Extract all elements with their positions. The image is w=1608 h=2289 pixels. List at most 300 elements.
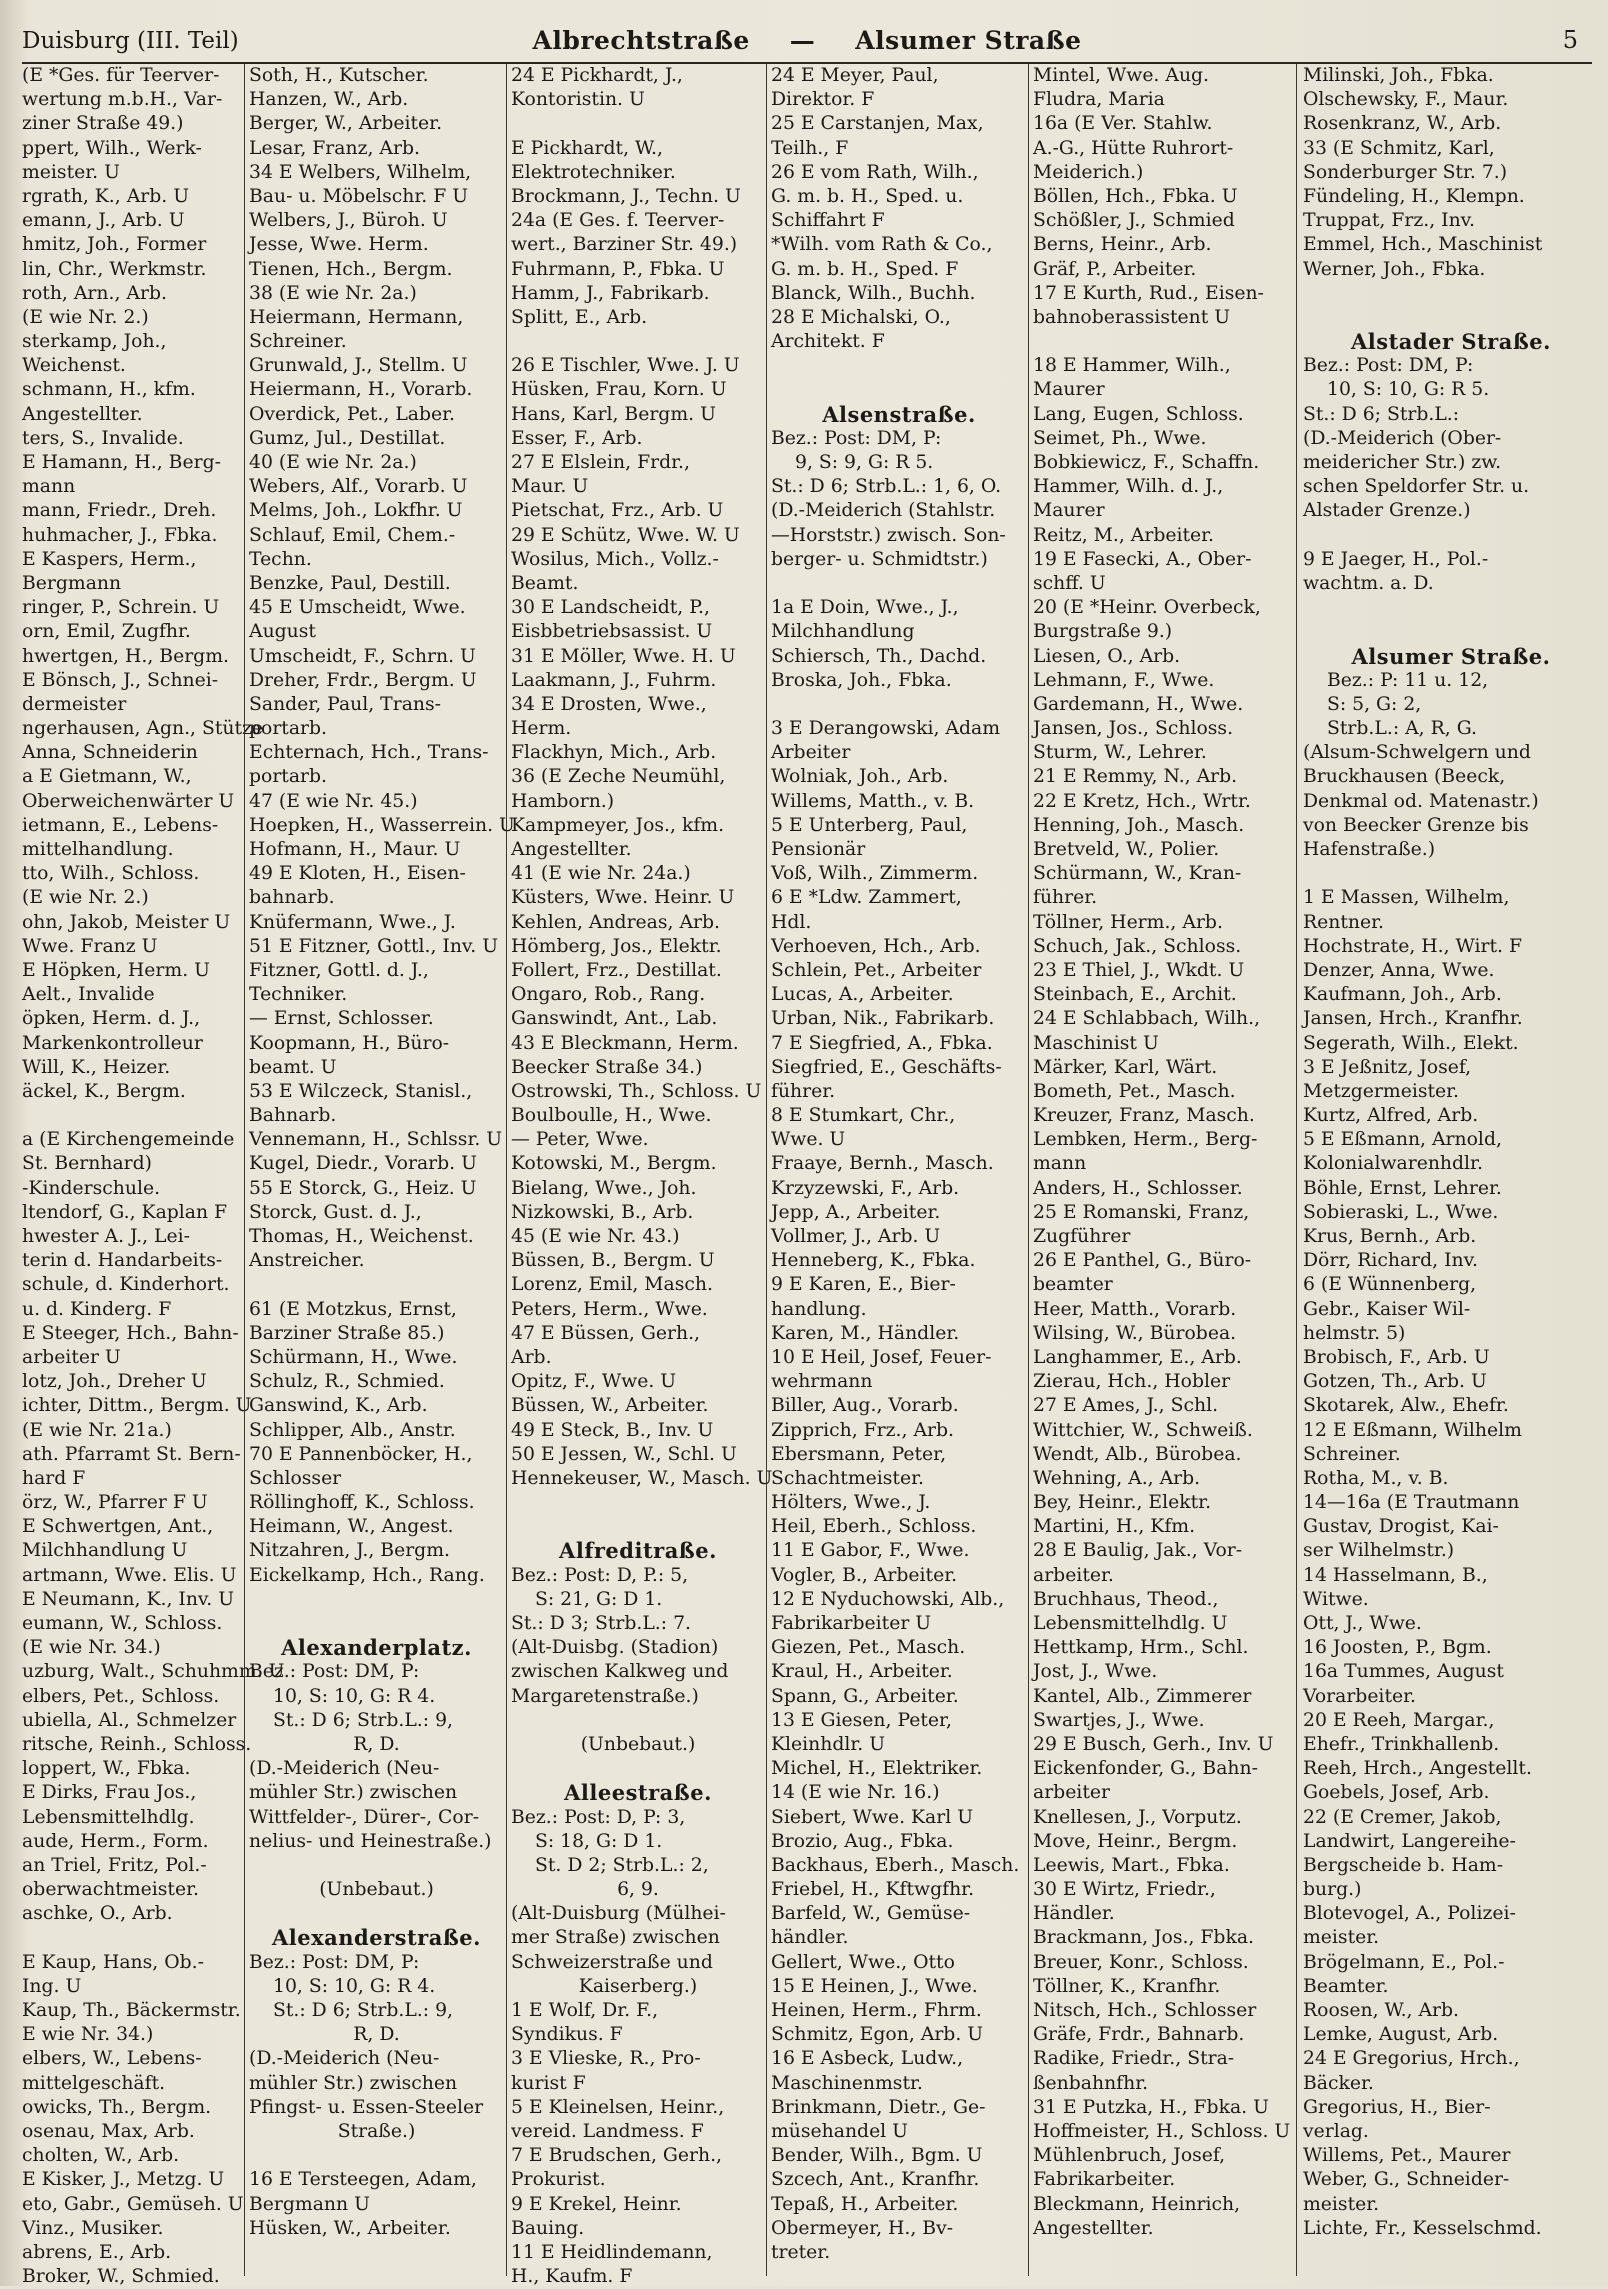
entry-line: Schürmann, H., Wwe.: [249, 1346, 458, 1368]
entry-line: abrens, E., Arb.: [22, 2241, 172, 2263]
entry-line: Schachtmeister.: [771, 1467, 924, 1489]
entry-line: Schiffahrt F: [771, 210, 885, 232]
entry-line: E wie Nr. 34.): [22, 2024, 154, 2046]
entry-line: Fitzner, Gottl. d. J.,: [249, 959, 429, 981]
entry-line: mühler Str.) zwischen: [249, 2072, 458, 2094]
entry-line: Töllner, K., Kranfhr.: [1033, 1975, 1221, 1997]
entry-line: Schlauf, Emil, Chem.-: [249, 524, 456, 546]
entry-line: Webers, Alf., Vorarb. U: [249, 476, 468, 498]
entry-line: Friebel, H., Kftwgfhr.: [771, 1879, 975, 1901]
entry-line: Segerath, Wilh., Elekt.: [1303, 1032, 1519, 1054]
entry-line: ath. Pfarramt St. Bern-: [22, 1443, 241, 1465]
entry-line: Bez.: Post: D, P: 3,: [511, 1806, 686, 1828]
entry-line: 7 E Brudschen, Gerh.,: [511, 2145, 723, 2167]
entry-line: ichter, Dittm., Bergm. U: [22, 1395, 252, 1417]
entry-line: 3 E Derangowski, Adam: [771, 718, 1001, 740]
entry-line: Siegfried, E., Geschäfts-: [771, 1056, 1002, 1078]
entry-line: Schiersch, Th., Dachd.: [771, 645, 987, 667]
entry-line: 29 E Busch, Gerh., Inv. U: [1033, 1733, 1274, 1755]
entry-line: Fraaye, Bernh., Masch.: [771, 1153, 994, 1175]
entry-line: u. d. Kinderg. F: [22, 1298, 172, 1320]
entry-line: hwester A. J., Lei-: [22, 1226, 190, 1247]
entry-line: Direktor. F: [771, 89, 875, 111]
entry-line: 50 E Jessen, W., Schl. U: [511, 1443, 737, 1465]
entry-line: Reitz, M., Arbeiter.: [1033, 524, 1215, 546]
entry-line: Wittfelder-, Dürer-, Cor-: [249, 1806, 480, 1828]
entry-line: Zugführer: [1033, 1226, 1131, 1247]
entry-line: Swartjes, J., Wwe.: [1033, 1709, 1205, 1731]
entry-line: Kantel, Alb., Zimmerer: [1033, 1685, 1252, 1707]
entry-line: artmann, Wwe. Elis. U: [22, 1564, 237, 1586]
entry-line: Bez.: P: 11 u. 12,: [1327, 669, 1489, 691]
entry-line: Wehning, A., Arb.: [1033, 1467, 1201, 1489]
entry-line: Kugel, Diedr., Vorarb. U: [249, 1153, 477, 1175]
entry-line: Werner, Joh., Fbka.: [1303, 258, 1486, 280]
entry-line: 55 E Storck, G., Heiz. U: [249, 1177, 477, 1199]
entry-line: Sturm, W., Lehrer.: [1033, 742, 1207, 764]
entry-line: Vollmer, J., Arb. U: [771, 1226, 941, 1247]
entry-line: 34 E Welbers, Wilhelm,: [249, 161, 472, 183]
entry-line: Kraul, H., Arbeiter.: [771, 1661, 953, 1683]
entry-line: Anstreicher.: [249, 1250, 365, 1272]
entry-line: E Kaup, Hans, Ob.-: [22, 1951, 204, 1973]
entry-line: Storck, Gust. d. J.,: [249, 1201, 422, 1223]
entry-line: rgrath, K., Arb. U: [22, 185, 190, 207]
entry-line: ppert, Wilh., Werk-: [22, 137, 202, 159]
entry-line: 49 E Kloten, H., Eisen-: [249, 863, 466, 885]
entry-line: Lemke, August, Arb.: [1303, 2024, 1499, 2046]
entry-line: Giezen, Pet., Masch.: [771, 1637, 966, 1659]
entry-line: helmstr. 5): [1303, 1322, 1406, 1344]
entry-line: Denzer, Anna, Wwe.: [1303, 959, 1495, 981]
entry-line: Goebels, Josef, Arb.: [1303, 1782, 1490, 1804]
entry-line: E Steeger, Hch., Bahn-: [22, 1322, 239, 1344]
entry-line: Rotha, M., v. B.: [1303, 1467, 1449, 1489]
entry-line: Maurer: [1033, 500, 1105, 522]
entry-line: Gustav, Drogist, Kai-: [1303, 1516, 1499, 1538]
entry-line: Töllner, Herm., Arb.: [1033, 911, 1223, 933]
entry-line: Wendt, Alb., Bürobea.: [1033, 1443, 1242, 1465]
entry-line: [22, 1926, 240, 1950]
entry-line: Peters, Herm., Wwe.: [511, 1298, 708, 1320]
entry-line: Karen, M., Händler.: [771, 1322, 960, 1344]
entry-line: Schlipper, Alb., Anstr.: [249, 1419, 456, 1441]
entry-line: Laakmann, J., Fuhrm.: [511, 669, 717, 691]
entry-line: Beecker Straße 34.): [511, 1056, 703, 1078]
entry-line: bahnoberassistent U: [1033, 306, 1231, 328]
entry-line: Szcech, Ant., Kranfhr.: [771, 2169, 980, 2191]
entry-line: ters, S., Invalide.: [22, 427, 184, 449]
entry-line: Maschinist U: [1033, 1032, 1159, 1054]
entry-line: arbeiter.: [1033, 1564, 1114, 1586]
entry-line: — Ernst, Schlosser.: [249, 1008, 434, 1030]
entry-line: Sobieraski, L., Wwe.: [1303, 1201, 1499, 1223]
entry-line: E Schwertgen, Ant.,: [22, 1516, 214, 1538]
entry-line: Hans, Karl, Bergm. U: [511, 403, 716, 425]
entry-line: Jansen, Jos., Schloss.: [1033, 718, 1234, 740]
entry-line: 7 E Siegfried, A., Fbka.: [771, 1032, 993, 1054]
entry-line: hard F: [22, 1467, 86, 1489]
entry-line: Eickenfonder, G., Bahn-: [1033, 1758, 1258, 1780]
entry-line: [511, 1709, 765, 1733]
entry-line: Hoepken, H., Wasserrein. U: [249, 814, 515, 836]
entry-line: meister.: [1303, 2193, 1380, 2215]
entry-line: (Alsum-Schwelgern und: [1303, 742, 1531, 764]
column-3: [506, 64, 773, 2288]
entry-line: 45 E Umscheidt, Wwe.: [249, 597, 466, 619]
entry-line: St.: D 6; Strb.L.:: [1303, 403, 1460, 425]
entry-line: wertung m.b.H., Var-: [22, 89, 223, 111]
entry-line: 11 E Gabor, F., Wwe.: [771, 1540, 970, 1562]
entry-line: öpken, Herm. d. J.,: [22, 1008, 201, 1030]
entry-line: von Beecker Grenze bis: [1303, 814, 1529, 836]
entry-line: wachtm. a. D.: [1303, 572, 1434, 594]
entry-line: 10, S: 10, G: R 4.: [273, 1975, 436, 1997]
street-heading: Alleestraße.: [564, 1780, 712, 1806]
entry-line: Bau- u. Möbelschr. F U: [249, 185, 469, 207]
entry-line: Hochstrate, H., Wirt. F: [1303, 935, 1523, 957]
entry-line: oberwachtmeister.: [22, 1879, 199, 1901]
entry-line: 45 (E wie Nr. 43.): [511, 1226, 680, 1247]
entry-line: Leewis, Mart., Fbka.: [1033, 1854, 1230, 1876]
entry-line: [511, 1757, 765, 1781]
entry-line: 10, S: 10, G: R 4.: [273, 1685, 436, 1707]
entry-line: Kaufmann, Joh., Arb.: [1303, 984, 1502, 1006]
entry-line: Bez.: Post: DM, P:: [249, 1661, 420, 1683]
entry-line: Büssen, B., Bergm. U: [511, 1250, 715, 1272]
entry-line: 25 E Romanski, Franz,: [1033, 1201, 1250, 1223]
entry-line: emann, J., Arb. U: [22, 210, 185, 232]
entry-line: Hamborn.): [511, 790, 615, 812]
entry-line: Hüsken, Frau, Korn. U: [511, 379, 727, 401]
entry-line: 16a (E Ver. Stahlw.: [1033, 113, 1213, 135]
entry-line: Pensionär: [771, 839, 866, 860]
entry-line: Vogler, B., Arbeiter.: [771, 1564, 958, 1586]
entry-line: 22 E Kretz, Hch., Wrtr.: [1033, 790, 1251, 812]
entry-line: Eickelkamp, Hch., Rang.: [249, 1564, 485, 1586]
entry-line: Bey, Heinr., Elektr.: [1033, 1492, 1212, 1514]
entry-line: Milchhandlung: [771, 621, 915, 643]
entry-line: [249, 1273, 504, 1297]
entry-line: elbers, Pet., Schloss.: [22, 1685, 220, 1707]
entry-line: Esser, F., Arb.: [511, 427, 643, 449]
entry-line: Bleckmann, Heinrich,: [1033, 2193, 1241, 2215]
entry-line: Boulboulle, H., Wwe.: [511, 1105, 712, 1127]
entry-line: St. Bernhard): [22, 1153, 152, 1175]
entry-line: Obermeyer, H., Bv-: [771, 2217, 954, 2239]
entry-line: Skotarek, Alw., Ehefr.: [1303, 1395, 1509, 1417]
entry-line: Hölters, Wwe., J.: [771, 1492, 931, 1514]
entry-line: 10 E Heil, Josef, Feuer-: [771, 1346, 992, 1368]
entry-line: (E wie Nr. 34.): [22, 1637, 161, 1659]
entry-line: aude, Herm., Form.: [22, 1830, 209, 1852]
entry-line: (E *Ges. für Teerver-: [22, 65, 220, 86]
entry-line: 27 E Elslein, Frdr.,: [511, 452, 690, 473]
entry-line: händler.: [771, 1927, 849, 1949]
entry-line: Tienen, Hch., Bergm.: [249, 258, 453, 280]
entry-line: elbers, W., Lebens-: [22, 2048, 202, 2070]
header-first-street: Albrechtstraße: [532, 26, 750, 55]
entry-line: Bahnarb.: [249, 1105, 337, 1127]
entry-line: Hanzen, W., Arb.: [249, 89, 409, 111]
entry-line: 1 E Wolf, Dr. F.,: [511, 2000, 659, 2021]
entry-line: Gumz, Jul., Destillat.: [249, 427, 446, 449]
entry-line: Hamm, J., Fabrikarb.: [511, 282, 710, 304]
entry-line: Jepp, A., Arbeiter.: [771, 1201, 941, 1223]
entry-line: Wosilus, Mich., Vollz.-: [511, 548, 719, 570]
entry-line: Weichenst.: [22, 355, 126, 377]
entry-line: nelius- und Heinestraße.): [249, 1830, 492, 1852]
entry-line: lotz, Joh., Dreher U: [22, 1371, 207, 1393]
entry-line: Gebr., Kaiser Wil-: [1303, 1298, 1471, 1320]
entry-line: berger- u. Schmidtstr.): [771, 548, 988, 570]
entry-line: Siebert, Wwe. Karl U: [771, 1806, 974, 1828]
entry-line: St.: D 6; Strb.L.: 1, 6, O.: [771, 476, 1002, 498]
entry-line: 34 E Drosten, Wwe.,: [511, 693, 707, 715]
entry-line: huhmacher, J., Fbka.: [22, 524, 218, 546]
entry-line: 5 E Unterberg, Paul,: [771, 814, 968, 836]
entry-line: Heinen, Herm., Fhrm.: [771, 2000, 982, 2021]
entry-line: a (E Kirchengemeinde: [22, 1129, 235, 1151]
entry-line: Angestellter.: [511, 839, 632, 860]
entry-line: Aelt., Invalide: [22, 984, 155, 1006]
entry-line: arbeiter: [1033, 1782, 1110, 1804]
entry-line: (D.-Meiderich (Ober-: [1303, 427, 1502, 449]
entry-line: 15 E Heinen, J., Wwe.: [771, 1975, 978, 1997]
entry-line: Bometh, Pet., Masch.: [1033, 1080, 1236, 1102]
entry-line: an Triel, Fritz, Pol.-: [22, 1854, 207, 1876]
entry-line: Strb.L.: A, R, G.: [1327, 718, 1478, 740]
entry-line: Reeh, Hrch., Angestellt.: [1303, 1758, 1532, 1780]
entry-line: Fuhrmann, P., Fbka. U: [511, 258, 725, 280]
entry-line: [771, 572, 1027, 596]
entry-line: 5 E Kleinelsen, Heinr.,: [511, 2096, 725, 2118]
entry-line: Kolonialwarenhdlr.: [1303, 1153, 1483, 1175]
entry-line: Brögelmann, E., Pol.-: [1303, 1951, 1505, 1973]
entry-line: osenau, Max, Arb.: [22, 2120, 195, 2142]
entry-line: Brinkmann, Dietr., Ge-: [771, 2096, 986, 2118]
entry-line: schmann, H., kfm.: [22, 379, 196, 401]
entry-line: Olschewsky, F., Maur.: [1303, 89, 1509, 111]
entry-line: Willems, Matth., v. B.: [771, 790, 975, 812]
entry-line: 41 (E wie Nr. 24a.): [511, 863, 691, 885]
entry-line: Alstader Grenze.): [1303, 500, 1471, 522]
entry-line: Hammer, Wilh. d. J.,: [1033, 476, 1224, 498]
entry-line: ngerhausen, Agn., Stütze: [22, 718, 264, 740]
entry-line: Bez.: Post: D, P.: 5,: [511, 1564, 689, 1586]
entry-line: Sander, Paul, Trans-: [249, 693, 441, 715]
entry-line: St.: D 6; Strb.L.: 9,: [273, 2000, 453, 2021]
entry-line: August: [249, 621, 316, 643]
entry-line: Fludra, Maria: [1033, 89, 1165, 111]
entry-line: Gardemann, H., Wwe.: [1033, 693, 1244, 715]
entry-line: 16 Joosten, P., Bgm.: [1303, 1637, 1492, 1659]
entry-line: ohn, Jakob, Meister U: [22, 911, 231, 933]
column-6: [1296, 64, 1599, 2276]
entry-line: Tepaß, H., Arbeiter.: [771, 2193, 959, 2215]
entry-line: beamter: [1033, 1274, 1113, 1296]
entry-line: Brockmann, J., Techn. U: [511, 185, 741, 207]
entry-line: 3 E Jeßnitz, Josef,: [1303, 1056, 1472, 1078]
entry-line: Kleinhdlr. U: [771, 1733, 886, 1755]
entry-line: 14 (E wie Nr. 16.): [771, 1782, 940, 1804]
entry-line: 23 E Thiel, J., Wkdt. U: [1033, 959, 1245, 981]
entry-line: Zierau, Hch., Hobler: [1033, 1371, 1231, 1393]
entry-line: Lebensmittelhdlg. U: [1033, 1613, 1228, 1634]
entry-line: führer.: [771, 1080, 836, 1102]
entry-line: Bez.: Post: DM, P:: [1303, 355, 1474, 377]
entry-line: Welbers, J., Büroh. U: [249, 210, 448, 232]
entry-line: Gräf, P., Arbeiter.: [1033, 258, 1197, 280]
header-city: Duisburg (III. Teil): [22, 28, 239, 54]
entry-line: Bruckhausen (Beeck,: [1303, 766, 1506, 788]
entry-line: schff. U: [1033, 572, 1106, 594]
entry-line: Jesse, Wwe. Herm.: [249, 234, 429, 256]
entry-line: Teilh., F: [771, 137, 849, 159]
entry-line: Will, K., Heizer.: [22, 1056, 171, 1078]
entry-line: 40 (E wie Nr. 2a.): [249, 452, 417, 473]
entry-line: Pietschat, Frz., Arb. U: [511, 500, 724, 522]
entry-line: Denkmal od. Matenastr.): [1303, 790, 1539, 812]
entry-line: [511, 330, 765, 354]
entry-line: schule, d. Kinderhort.: [22, 1274, 230, 1296]
entry-line: mann: [22, 476, 76, 498]
entry-line: 53 E Wilczeck, Stanisl.,: [249, 1080, 473, 1102]
entry-line: 8 E Stumkart, Chr.,: [771, 1105, 956, 1127]
entry-line: Burgstraße 9.): [1033, 621, 1173, 643]
entry-line: Barfeld, W., Gemüse-: [771, 1903, 971, 1925]
entry-line: wehrmann: [771, 1371, 873, 1393]
entry-line: 30 E Landscheidt, P.,: [511, 597, 710, 619]
entry-line: G. m. b. H., Sped. u.: [771, 185, 964, 207]
entry-line: Knellesen, J., Vorputz.: [1033, 1806, 1242, 1828]
entry-line: Arbeiter: [771, 742, 851, 764]
entry-line: Schweizerstraße und: [511, 1951, 713, 1973]
entry-line: Schreiner.: [1303, 1443, 1401, 1465]
entry-line: portarb.: [249, 718, 328, 740]
entry-line: Bez.: Post: DM, P:: [771, 427, 942, 449]
entry-line: [1033, 330, 1295, 354]
entry-line: 28 E Michalski, O.,: [771, 306, 951, 328]
entry-line: Grunwald, J., Stellm. U: [249, 355, 468, 377]
entry-line: St.: D 6; Strb.L.: 9,: [273, 1709, 453, 1731]
entry-line: Straße.): [337, 2120, 416, 2142]
entry-line: hwertgen, H., Bergm.: [22, 645, 229, 667]
entry-line: Bergmann: [22, 572, 122, 594]
entry-line: portarb.: [249, 766, 328, 788]
entry-line: 16 E Tersteegen, Adam,: [249, 2169, 477, 2191]
entry-line: 10, S: 10, G: R 5.: [1327, 379, 1490, 401]
entry-line: 70 E Pannenböcker, H.,: [249, 1443, 473, 1465]
entry-line: aschke, O., Arb.: [22, 1903, 173, 1925]
entry-line: 24 E Meyer, Paul,: [771, 65, 939, 86]
entry-line: mann, Friedr., Dreh.: [22, 500, 217, 522]
entry-line: Roosen, W., Arb.: [1303, 2000, 1460, 2021]
entry-line: Radike, Friedr., Stra-: [1033, 2048, 1235, 2070]
entry-line: E Neumann, K., Inv. U: [22, 1588, 235, 1610]
entry-line: 12 E Eßmann, Wilhelm: [1303, 1419, 1522, 1441]
entry-line: (Alt-Duisburg (Mülhei-: [511, 1903, 726, 1925]
entry-line: 16 E Asbeck, Ludw.,: [771, 2048, 964, 2070]
entry-line: sterkamp, Joh.,: [22, 331, 167, 353]
entry-line: Anna, Schneiderin: [22, 742, 198, 764]
entry-line: [1303, 862, 1599, 886]
entry-line: Milchhandlung U: [22, 1540, 188, 1562]
entry-line: Schuch, Jak., Schloss.: [1033, 935, 1242, 957]
entry-line: Breuer, Konr., Schloss.: [1033, 1951, 1249, 1973]
entry-line: owicks, Th., Bergm.: [22, 2096, 212, 2118]
entry-line: terin d. Handarbeits-: [22, 1250, 223, 1272]
entry-line: [511, 1491, 765, 1515]
entry-line: Heiermann, Hermann,: [249, 306, 464, 328]
entry-line: handlung.: [771, 1298, 867, 1320]
entry-line: St. D 2; Strb.L.: 2,: [535, 1854, 709, 1876]
entry-line: ietmann, E., Lebens-: [22, 814, 219, 836]
entry-line: Bruchhaus, Theod.,: [1033, 1588, 1219, 1610]
entry-line: Thomas, H., Weichenst.: [249, 1226, 474, 1247]
entry-line: [511, 1515, 765, 1539]
entry-line: Heil, Eberh., Schloss.: [771, 1516, 977, 1538]
entry-line: Jansen, Hrch., Kranfhr.: [1303, 1008, 1523, 1030]
entry-line: Steinbach, E., Archit.: [1033, 984, 1237, 1006]
entry-line: 9 E Krekel, Heinr.: [511, 2193, 682, 2215]
column-5: [1028, 64, 1295, 2276]
entry-line: 19 E Fasecki, A., Ober-: [1033, 548, 1252, 570]
entry-line: Händler.: [1033, 1903, 1115, 1925]
entry-line: 24 E Pickhardt, J.,: [511, 65, 683, 86]
entry-line: Angestellter.: [22, 403, 143, 425]
entry-line: Mintel, Wwe. Aug.: [1033, 65, 1210, 86]
entry-line: Urban, Nik., Fabrikarb.: [771, 1008, 995, 1030]
entry-line: 6 (E Wünnenberg,: [1303, 1274, 1477, 1296]
entry-line: lin, Chr., Werkmstr.: [22, 258, 207, 280]
entry-line: müsehandel U: [771, 2120, 908, 2142]
street-heading: Alexanderstraße.: [272, 1925, 481, 1951]
entry-line: Ganswindt, Ant., Lab.: [511, 1008, 718, 1030]
entry-line: mittelhandlung.: [22, 839, 174, 860]
entry-line: [771, 693, 1027, 717]
entry-line: führer.: [1033, 887, 1098, 909]
entry-line: R, D.: [353, 2024, 400, 2046]
entry-line: Michel, H., Elektriker.: [771, 1758, 983, 1780]
entry-line: 29 E Schütz, Wwe. W. U: [511, 524, 740, 546]
entry-line: Wilsing, W., Bürobea.: [1033, 1322, 1237, 1344]
entry-line: Nitsch, Hch., Schlosser: [1033, 2000, 1257, 2021]
entry-line: Brobisch, F., Arb. U: [1303, 1346, 1490, 1368]
entry-line: [249, 2144, 504, 2168]
entry-line: 1a E Doin, Wwe., J.,: [771, 597, 959, 619]
entry-line: Blotevogel, A., Polizei-: [1303, 1903, 1516, 1925]
entry-line: 25 E Carstanjen, Max,: [771, 113, 984, 135]
entry-line: [1303, 596, 1599, 620]
entry-line: 36 (E Zeche Neumühl,: [511, 766, 726, 788]
entry-line: -Kinderschule.: [22, 1177, 161, 1199]
entry-line: Voß, Wilh., Zimmerm.: [771, 863, 979, 885]
entry-line: Ing. U: [22, 1975, 82, 1997]
entry-line: Lichte, Fr., Kesselschmd.: [1303, 2217, 1542, 2239]
entry-line: Willems, Pet., Maurer: [1303, 2145, 1511, 2167]
entry-line: 18 E Hammer, Wilh.,: [1033, 355, 1231, 377]
entry-line: Ongaro, Rob., Rang.: [511, 984, 706, 1006]
entry-line: Techn.: [249, 548, 312, 570]
entry-line: Lorenz, Emil, Masch.: [511, 1274, 713, 1296]
entry-line: 5 E Eßmann, Arnold,: [1303, 1129, 1502, 1151]
entry-line: Umscheidt, F., Schrn. U: [249, 645, 476, 667]
entry-line: Dörr, Richard, Inv.: [1303, 1250, 1478, 1272]
entry-line: Sonderburger Str. 7.): [1303, 161, 1508, 183]
entry-line: ringer, P., Schrein. U: [22, 597, 220, 619]
entry-line: Berns, Heinr., Arb.: [1033, 234, 1212, 256]
